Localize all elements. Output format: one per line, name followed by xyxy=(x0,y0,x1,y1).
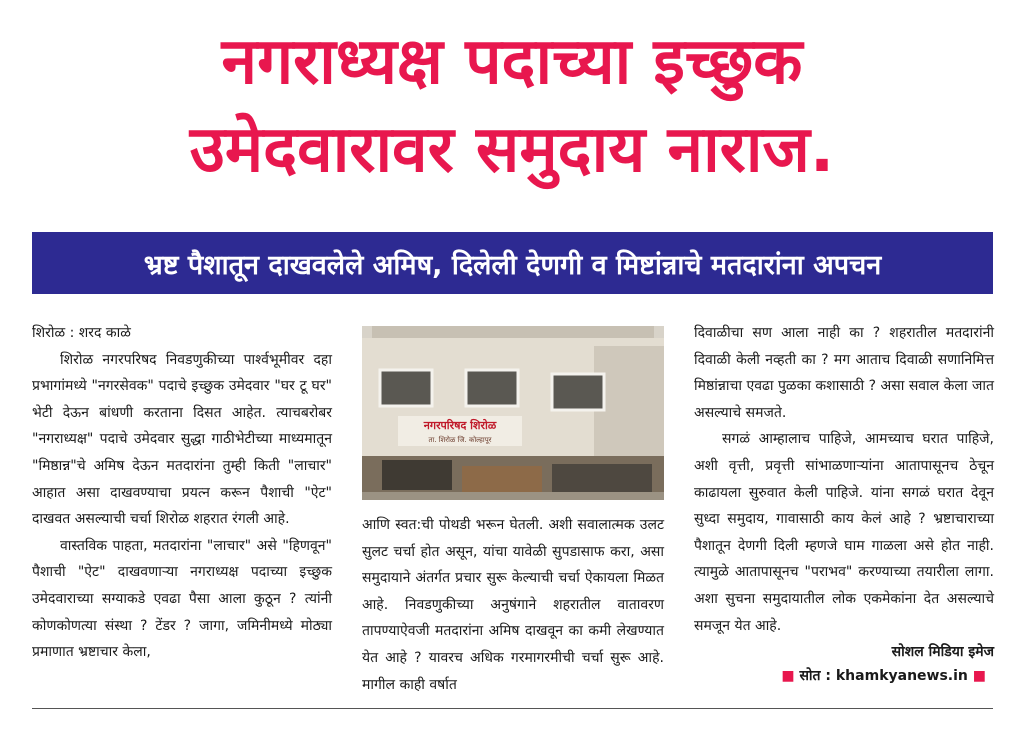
headline xyxy=(0,18,1024,194)
article-column-1 xyxy=(32,320,332,666)
paragraph: सगळं आम्हालाच पाहिजे, आमच्याच घरात पाहिजे, अशी वृत्ती, प्रवृत्ती सांभाळणाऱ्यांना आतापासूनच ठेचून काढायला सुरुवात केली पाहिजे. यांना सगळं घरात देवून सुध्दा समुदाय, गावासाठी काय केलं आहे ? भ्रष्टाचाराच्या पैशातून देणगी दिली म्हणजे घाम गाळला असे होत नाही. त्यामुळे आतापासूनच "पराभव" करण्याच्या तयारीला लागा. अशा सुचना समुदायातील लोक एकमेकांना देत असल्याचे समजून येत आहे. xyxy=(694,431,994,634)
paragraph: आणि स्वत:ची पोथडी भरून घेतली. अशी सवालात्मक उलट सुलट चर्चा होत असून, यांचा यावेळी सुपडासाफ करा, असा समुदायाने अंतर्गत प्रचार सुरू केल्याची चर्चा ऐकायला मिळत आहे. निवडणुकीच्या अनुषंगाने शहरातील वातावरण तापण्याऐवजी मतदारांना अमिष दाखवून का कमी लेखण्यात येत आहे ? यावरच अधिक गरमागरमीची चर्चा सुरू आहे. मागील काही वर्षात xyxy=(362,517,664,693)
source-label: सोत : xyxy=(799,668,831,684)
building-illustration xyxy=(362,326,664,500)
paragraph: वास्तविक पाहता, मतदारांना "लाचार" असे "हिणवून" पैशाची "ऐट" दाखवणाऱ्या नगराध्यक्ष पदाच्या इच्छुक उमेदवाराच्या सग्याकडे एवढा पैसा आला कुठून ? त्यांनी कोणकोणत्या संस्था ? टेंडर ? जागा, जमिनीमध्ये मोठ्या प्रमाणात भ्रष्टाचार केला, xyxy=(32,537,332,661)
sign-title: नगरपरिषद शिरोळ xyxy=(423,419,497,432)
square-bullet-icon: ■ xyxy=(972,668,986,684)
subheadline: भ्रष्ट पैशातून दाखवलेले अमिष, दिलेली देणगी व मिष्टांन्नाचे मतदारांना अपचन xyxy=(143,249,882,281)
sign-subtitle: ता. शिरोळ जि. कोल्हापूर xyxy=(428,436,492,444)
article-column-3 xyxy=(694,320,994,666)
headline-line-1: नगराध्यक्ष पदाच्या इच्छुक xyxy=(221,25,803,99)
bottom-divider xyxy=(32,708,993,709)
source-credit xyxy=(781,666,986,685)
square-bullet-icon: ■ xyxy=(781,668,795,684)
paragraph: शिरोळ नगरपरिषद निवडणुकीच्या पार्श्वभूमीवर दहा प्रभागांमध्ये "नगरसेवक" पदाचे इच्छुक उमेदवार "घर टू घर" भेटी देऊन बांधणी करताना दिसत आहेत. त्याचबरोबर "नगराध्यक्ष" पदाचे उमेदवार सुद्धा गाठीभेटीच्या माध्यमातून "मिष्ठान्न"चे अमिष देऊन मतदारांना तुम्ही किती "लाचार" आहात असा दाखवण्याचा प्रयत्न करून पैशाची "ऐट" दाखवत असल्याची चर्चा शिरोळ शहरात रंगली आहे. xyxy=(32,351,332,528)
article-column-2 xyxy=(362,512,664,698)
headline-line-2: उमेदवारावर समुदाय नाराज. xyxy=(189,113,835,187)
building-photo xyxy=(362,326,664,500)
dateline: शिरोळ : शरद काळे xyxy=(32,325,131,341)
source-site: khamkyanews.in xyxy=(835,668,968,684)
image-caption: सोशल मिडिया इमेज xyxy=(891,644,994,661)
paragraph: दिवाळीचा सण आला नाही का ? शहरातील मतदारांनी दिवाळी केली नव्हती का ? मग आताच दिवाळी सणानिमित्त मिष्ठांन्नाचा एवढा पुळका कशासाठी ? असा सवाल केला जात असल्याचे समजते. xyxy=(694,325,994,421)
subheadline-banner xyxy=(32,232,993,294)
